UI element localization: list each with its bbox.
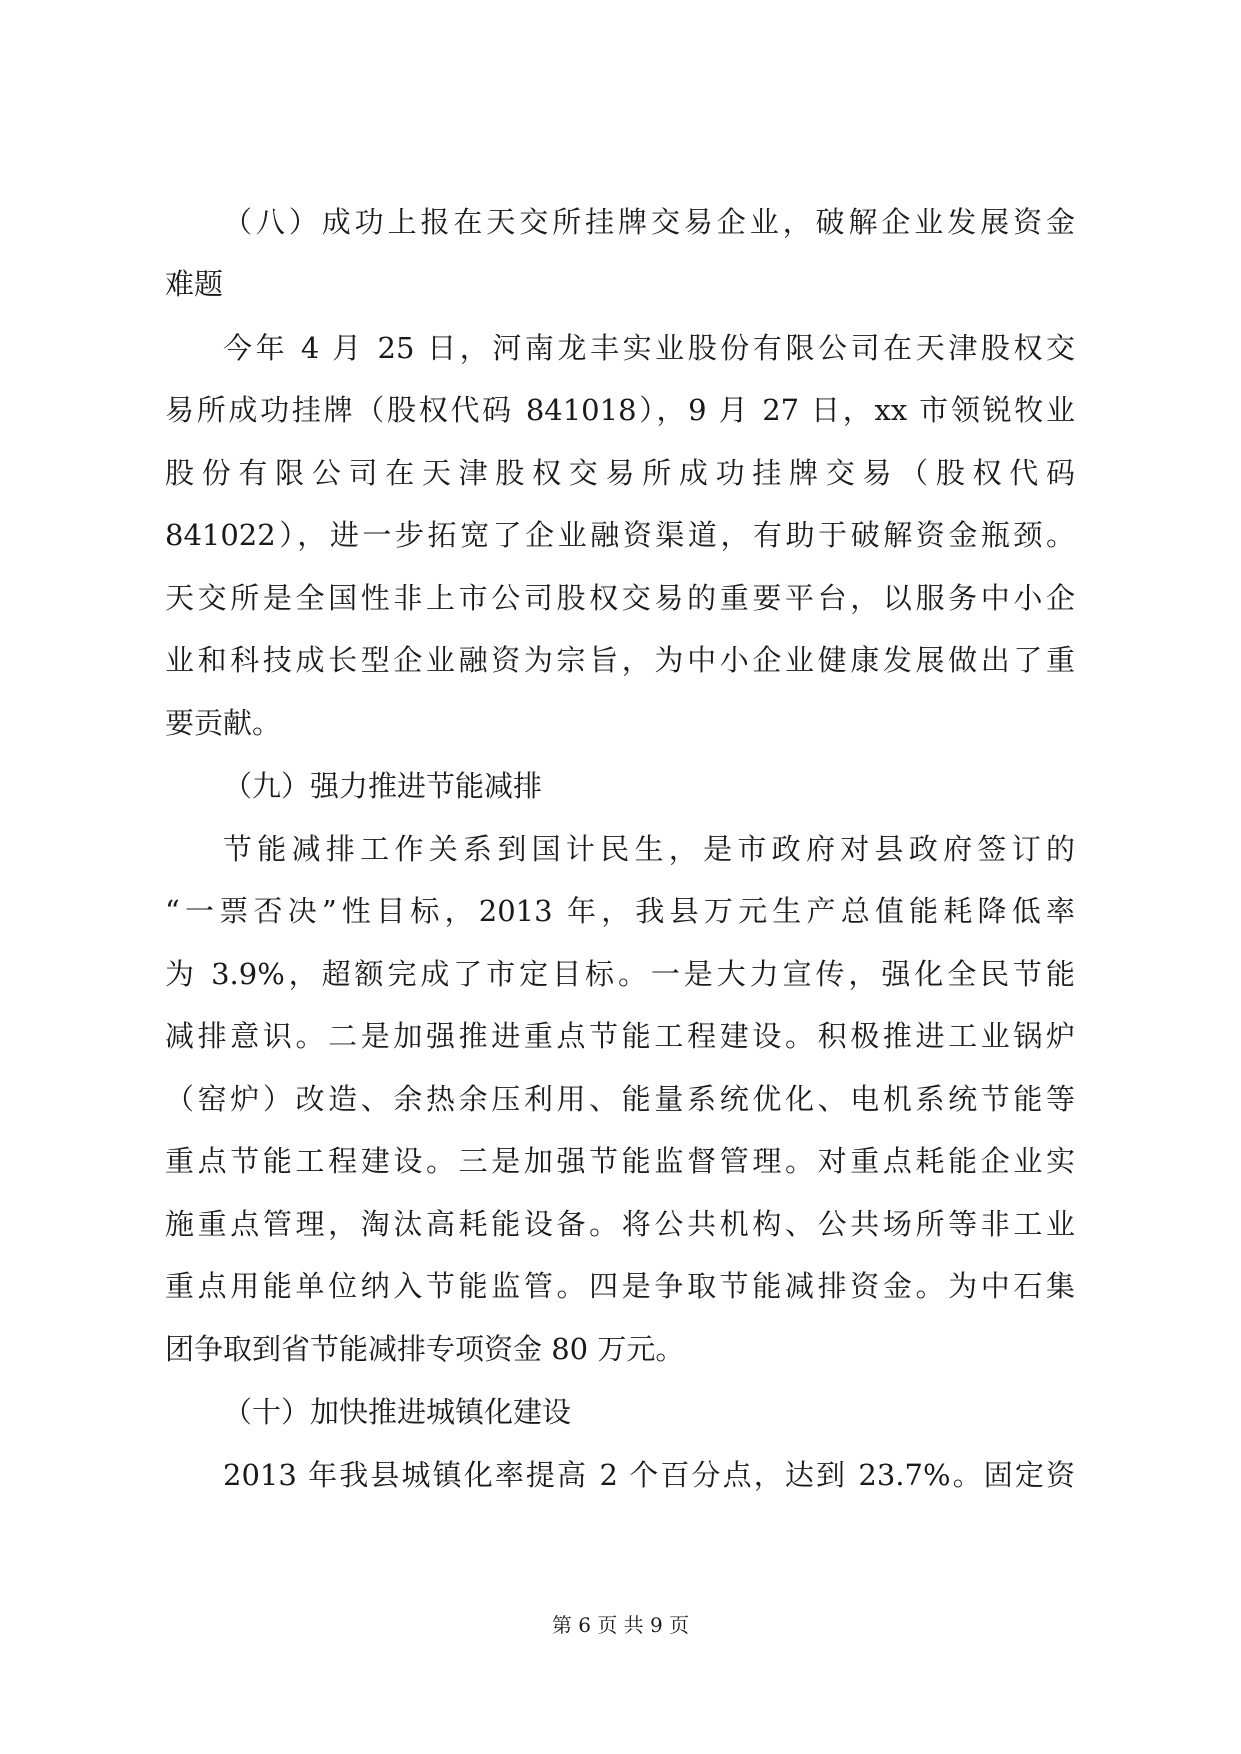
section-9-paragraph-line: 节能减排工作关系到国计民生，是市政府对县政府签订的 <box>223 832 1075 866</box>
section-8-heading-line-2: 难题 <box>165 267 224 301</box>
section-8-paragraph-line: 要贡献。 <box>165 706 282 740</box>
section-9-paragraph-line: 重点用能单位纳入节能监管。四是争取节能减排资金。为中石集 <box>165 1269 1075 1303</box>
section-8-paragraph-line: 股份有限公司在天津股权交易所成功挂牌交易（股权代码 <box>165 456 1075 490</box>
section-10-paragraph-line: 2013 年我县城镇化率提高 2 个百分点，达到 23.7%。固定资 <box>223 1458 1075 1492</box>
section-8-paragraph-line: 今年 4 月 25 日，河南龙丰实业股份有限公司在天津股权交 <box>223 331 1075 365</box>
section-9-heading: （九）强力推进节能减排 <box>223 769 543 803</box>
page-footer: 第 6 页 共 9 页 <box>551 1613 690 1637</box>
section-8-paragraph-line: 841022），进一步拓宽了企业融资渠道，有助于破解资金瓶颈。 <box>165 518 1075 552</box>
section-10-heading: （十）加快推进城镇化建设 <box>223 1395 572 1429</box>
section-8-heading-line-1: （八）成功上报在天交所挂牌交易企业，破解企业发展资金 <box>223 205 1075 239</box>
section-9-paragraph-line: “一票否决”性目标，2013 年，我县万元生产总值能耗降低率 <box>165 894 1075 928</box>
section-8-paragraph-line: 易所成功挂牌（股权代码 841018），9 月 27 日，xx 市领锐牧业 <box>165 393 1075 427</box>
section-9-paragraph-line: 重点节能工程建设。三是加强节能监督管理。对重点耗能企业实 <box>165 1144 1075 1178</box>
section-9-paragraph-line: 减排意识。二是加强推进重点节能工程建设。积极推进工业锅炉 <box>165 1019 1075 1053</box>
section-9-paragraph-line: 团争取到省节能减排专项资金 80 万元。 <box>165 1332 685 1366</box>
section-9-paragraph-line: 施重点管理，淘汰高耗能设备。将公共机构、公共场所等非工业 <box>165 1207 1075 1241</box>
section-9-paragraph-line: 为 3.9%，超额完成了市定目标。一是大力宣传，强化全民节能 <box>165 957 1075 991</box>
section-9-paragraph-line: （窑炉）改造、余热余压利用、能量系统优化、电机系统节能等 <box>165 1082 1075 1116</box>
section-8-paragraph-line: 天交所是全国性非上市公司股权交易的重要平台，以服务中小企 <box>165 581 1075 615</box>
section-8-paragraph-line: 业和科技成长型企业融资为宗旨，为中小企业健康发展做出了重 <box>165 643 1075 677</box>
